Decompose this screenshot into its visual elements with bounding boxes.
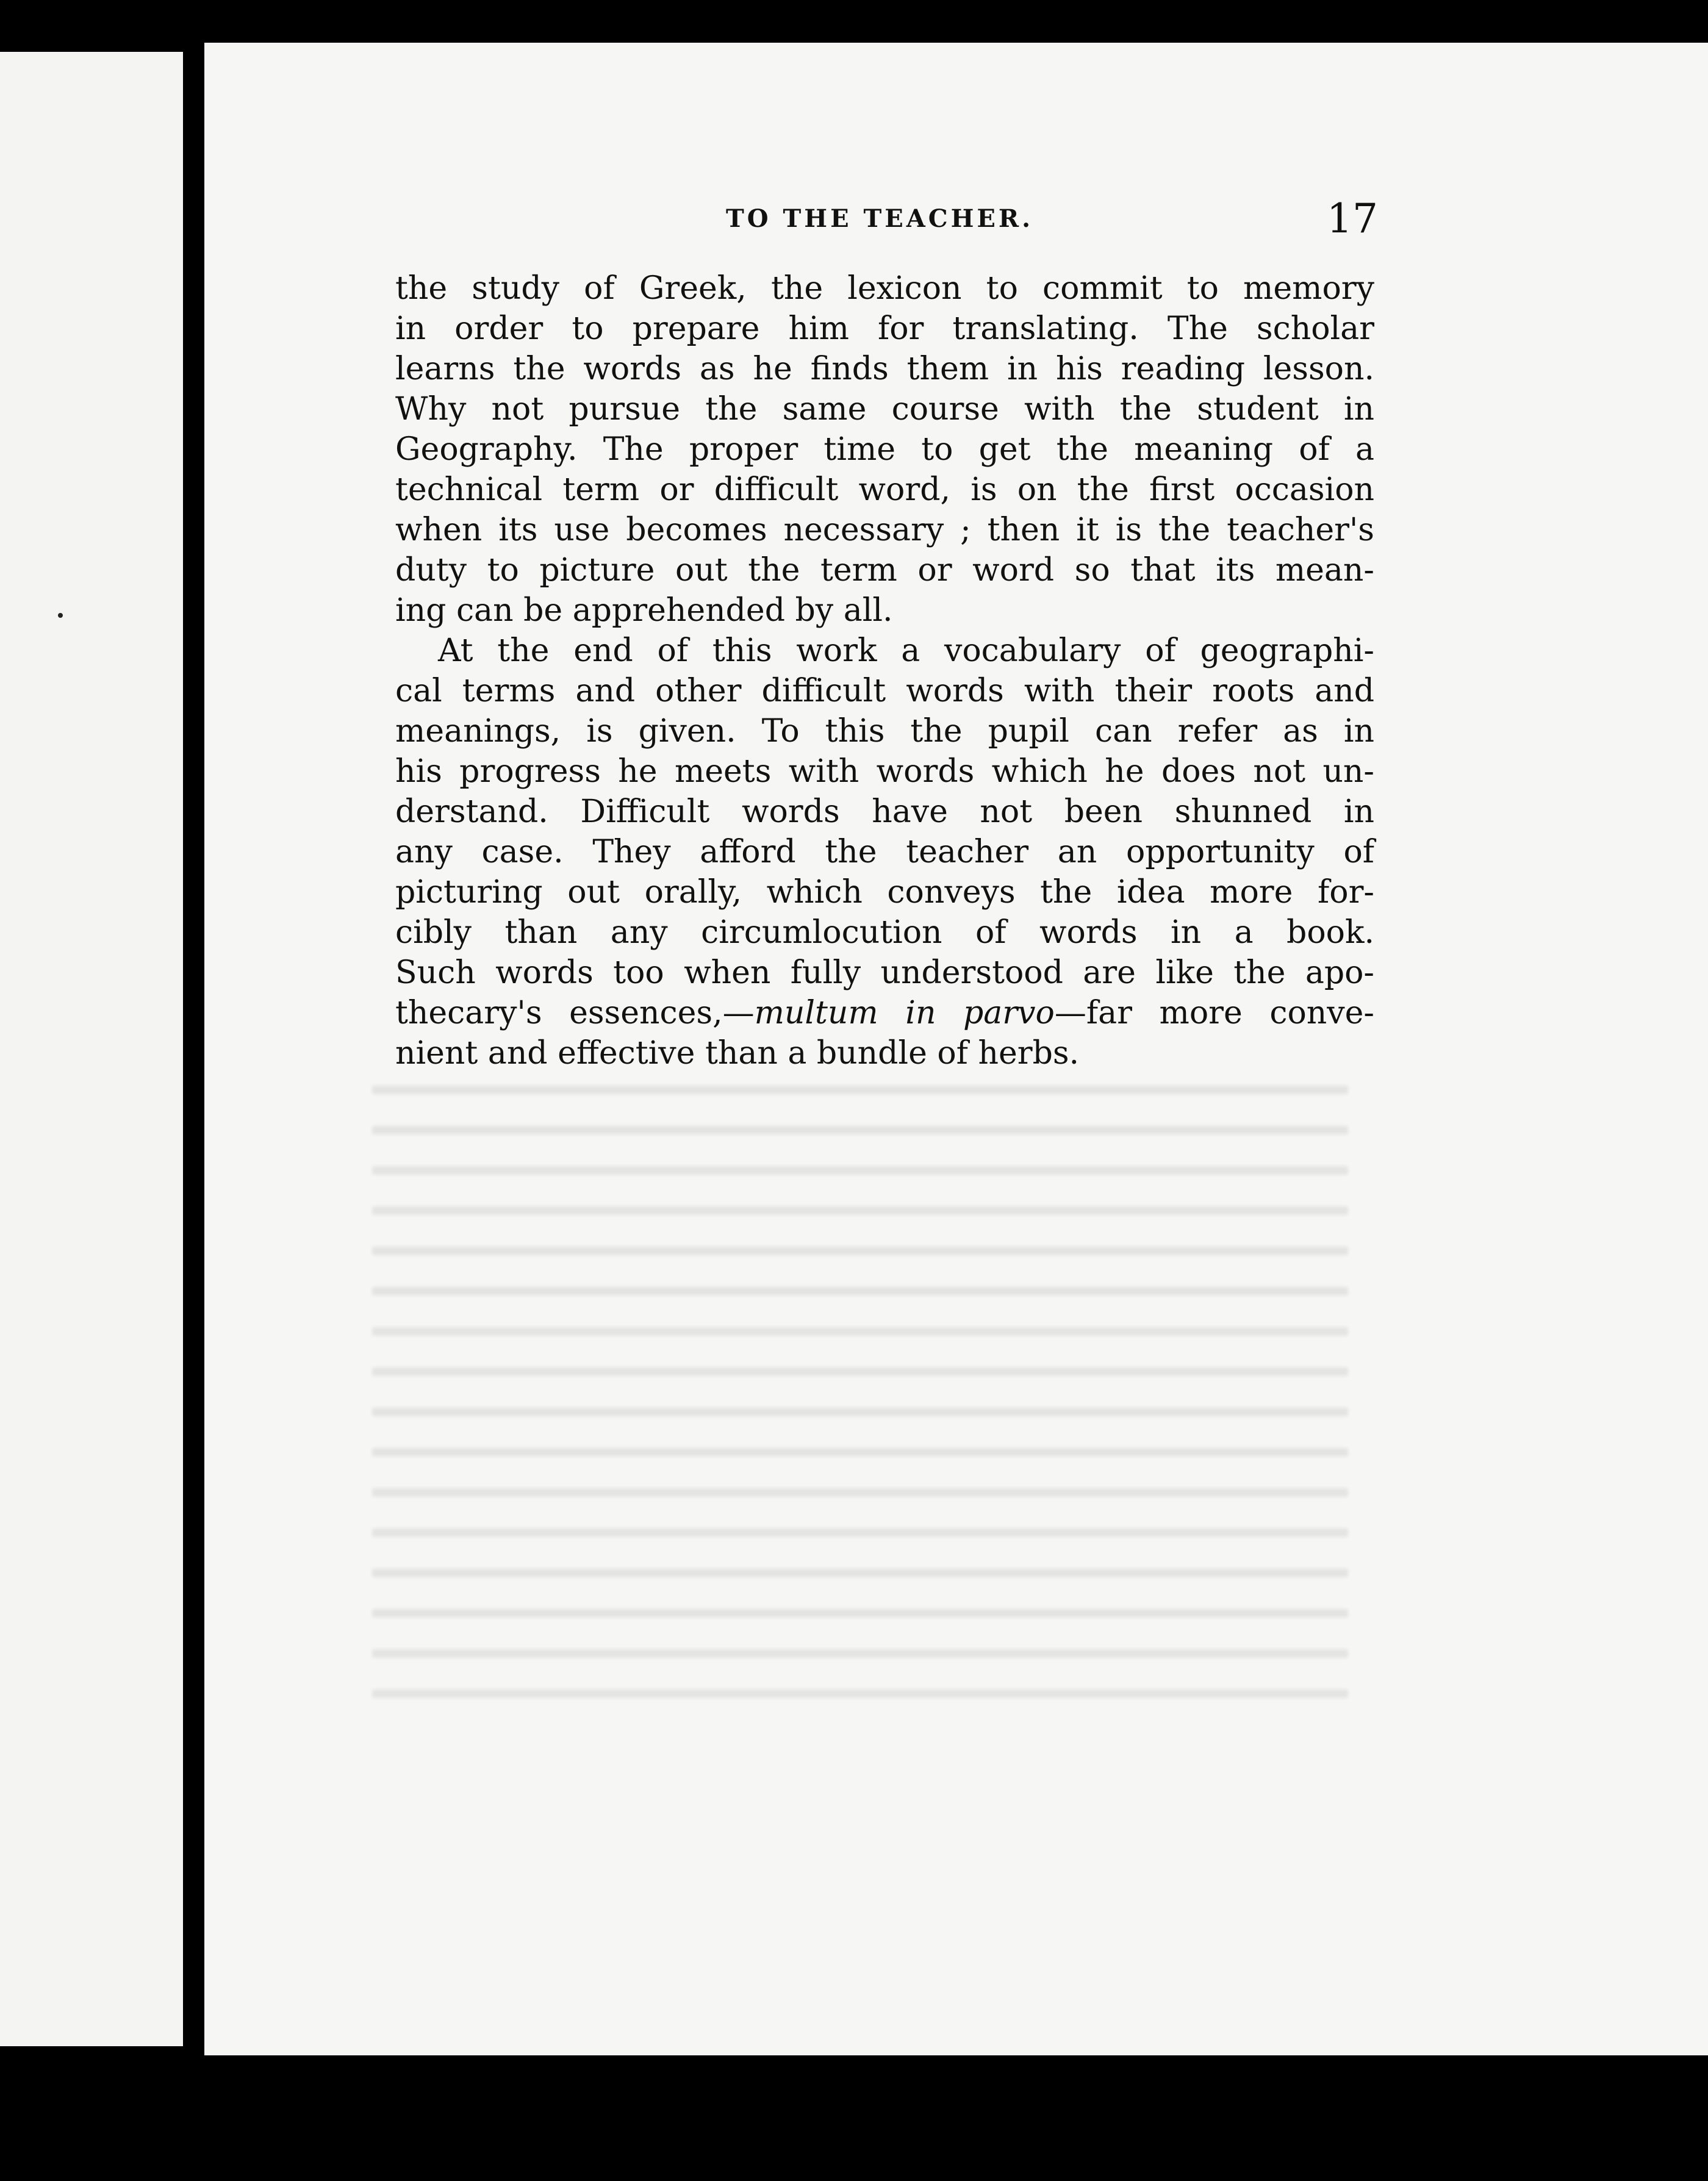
text-segment: —far more conve- [1054,995,1374,1031]
text-line: any case. They afford the teacher an opportunity of [395,834,1374,870]
text-line: in order to prepare him for translating. The scholar [395,310,1374,347]
text-line: nient and effective than a bundle of herbs. [395,1035,1080,1072]
bleed-through-text [372,1086,1348,1726]
text-line: duty to picture out the term or word so that its mean- [395,552,1374,589]
left-page [0,52,183,2046]
text-line: meanings, is given. To this the pupil can refer as in [395,713,1374,750]
italic-phrase: multum in parvo [754,995,1055,1031]
running-header: TO THE TEACHER. [726,204,1034,233]
ink-speck [58,613,63,618]
text-line: derstand. Difficult words have not been shunned in [395,793,1374,830]
text-line: cibly than any circumlocution of words in a book. [395,914,1374,951]
text-line: Geography. The proper time to get the meaning of a [395,431,1374,468]
text-line: picturing out orally, which conveys the idea more for- [395,874,1374,911]
text-line: when its use becomes necessary ; then it is the teacher's [395,512,1374,548]
page-number: 17 [1327,195,1378,242]
text-line: Such words too when fully understood are like the apo- [395,954,1374,991]
text-line: his progress he meets with words which he does not un- [395,753,1374,790]
text-line: ing can be apprehended by all. [395,592,893,629]
body-text [395,268,1374,1073]
text-line-with-italic [395,993,1374,1033]
paragraph-1 [395,268,1374,631]
text-line: cal terms and other difficult words with their roots and [395,673,1374,709]
text-line: the study of Greek, the lexicon to commit to memory [395,270,1374,307]
paragraph-2 [395,631,1374,1073]
text-line: learns the words as he finds them in his reading lesson. [395,351,1374,387]
text-line: At the end of this work a vocabulary of geographi- [438,632,1374,669]
text-line: Why not pursue the same course with the student in [395,391,1374,428]
text-segment: thecary's essences,— [395,995,755,1031]
text-line: technical term or difficult word, is on the first occasion [395,471,1374,508]
